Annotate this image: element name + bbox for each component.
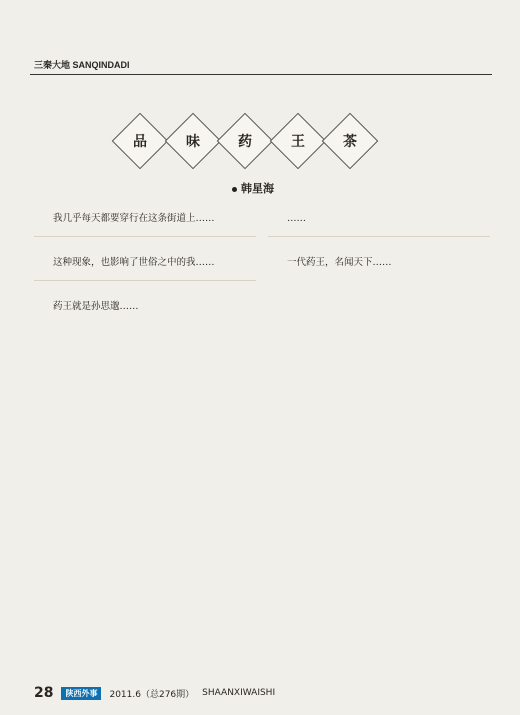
text-placeholder <box>34 280 256 294</box>
text-column-right <box>268 210 490 280</box>
header-rule <box>30 74 492 75</box>
section-header: 三秦大地 SANQINDADI <box>34 60 130 70</box>
title-char-4: 王 <box>269 113 326 170</box>
article-title <box>120 112 370 170</box>
issue-info: 2011.6（总276期） <box>109 689 195 700</box>
bullet-icon <box>232 187 237 192</box>
magazine-logo: 陕西外事 <box>61 687 101 700</box>
title-char-2: 味 <box>164 113 221 170</box>
byline <box>232 180 274 196</box>
excerpt-paragraph: …… <box>287 213 306 224</box>
title-char-3: 药 <box>217 113 274 170</box>
excerpt-paragraph: 我几乎每天都要穿行在这条街道上…… <box>53 213 215 224</box>
page-number: 28 <box>34 685 54 701</box>
text-column-left <box>34 210 256 324</box>
excerpt-paragraph: 药王就是孙思邈…… <box>53 301 139 312</box>
text-placeholder <box>34 236 256 250</box>
text-placeholder <box>268 236 490 250</box>
title-char-5: 茶 <box>322 113 379 170</box>
excerpt-paragraph: 这种现象，也影响了世俗之中的我…… <box>53 257 215 268</box>
page-footer <box>34 685 275 701</box>
author-name: 韩星海 <box>241 182 274 195</box>
magazine-name: SHAANXIWAISHI <box>202 688 276 698</box>
excerpt-paragraph: 一代药王，名闻天下…… <box>287 257 392 268</box>
title-char-1: 品 <box>112 113 169 170</box>
